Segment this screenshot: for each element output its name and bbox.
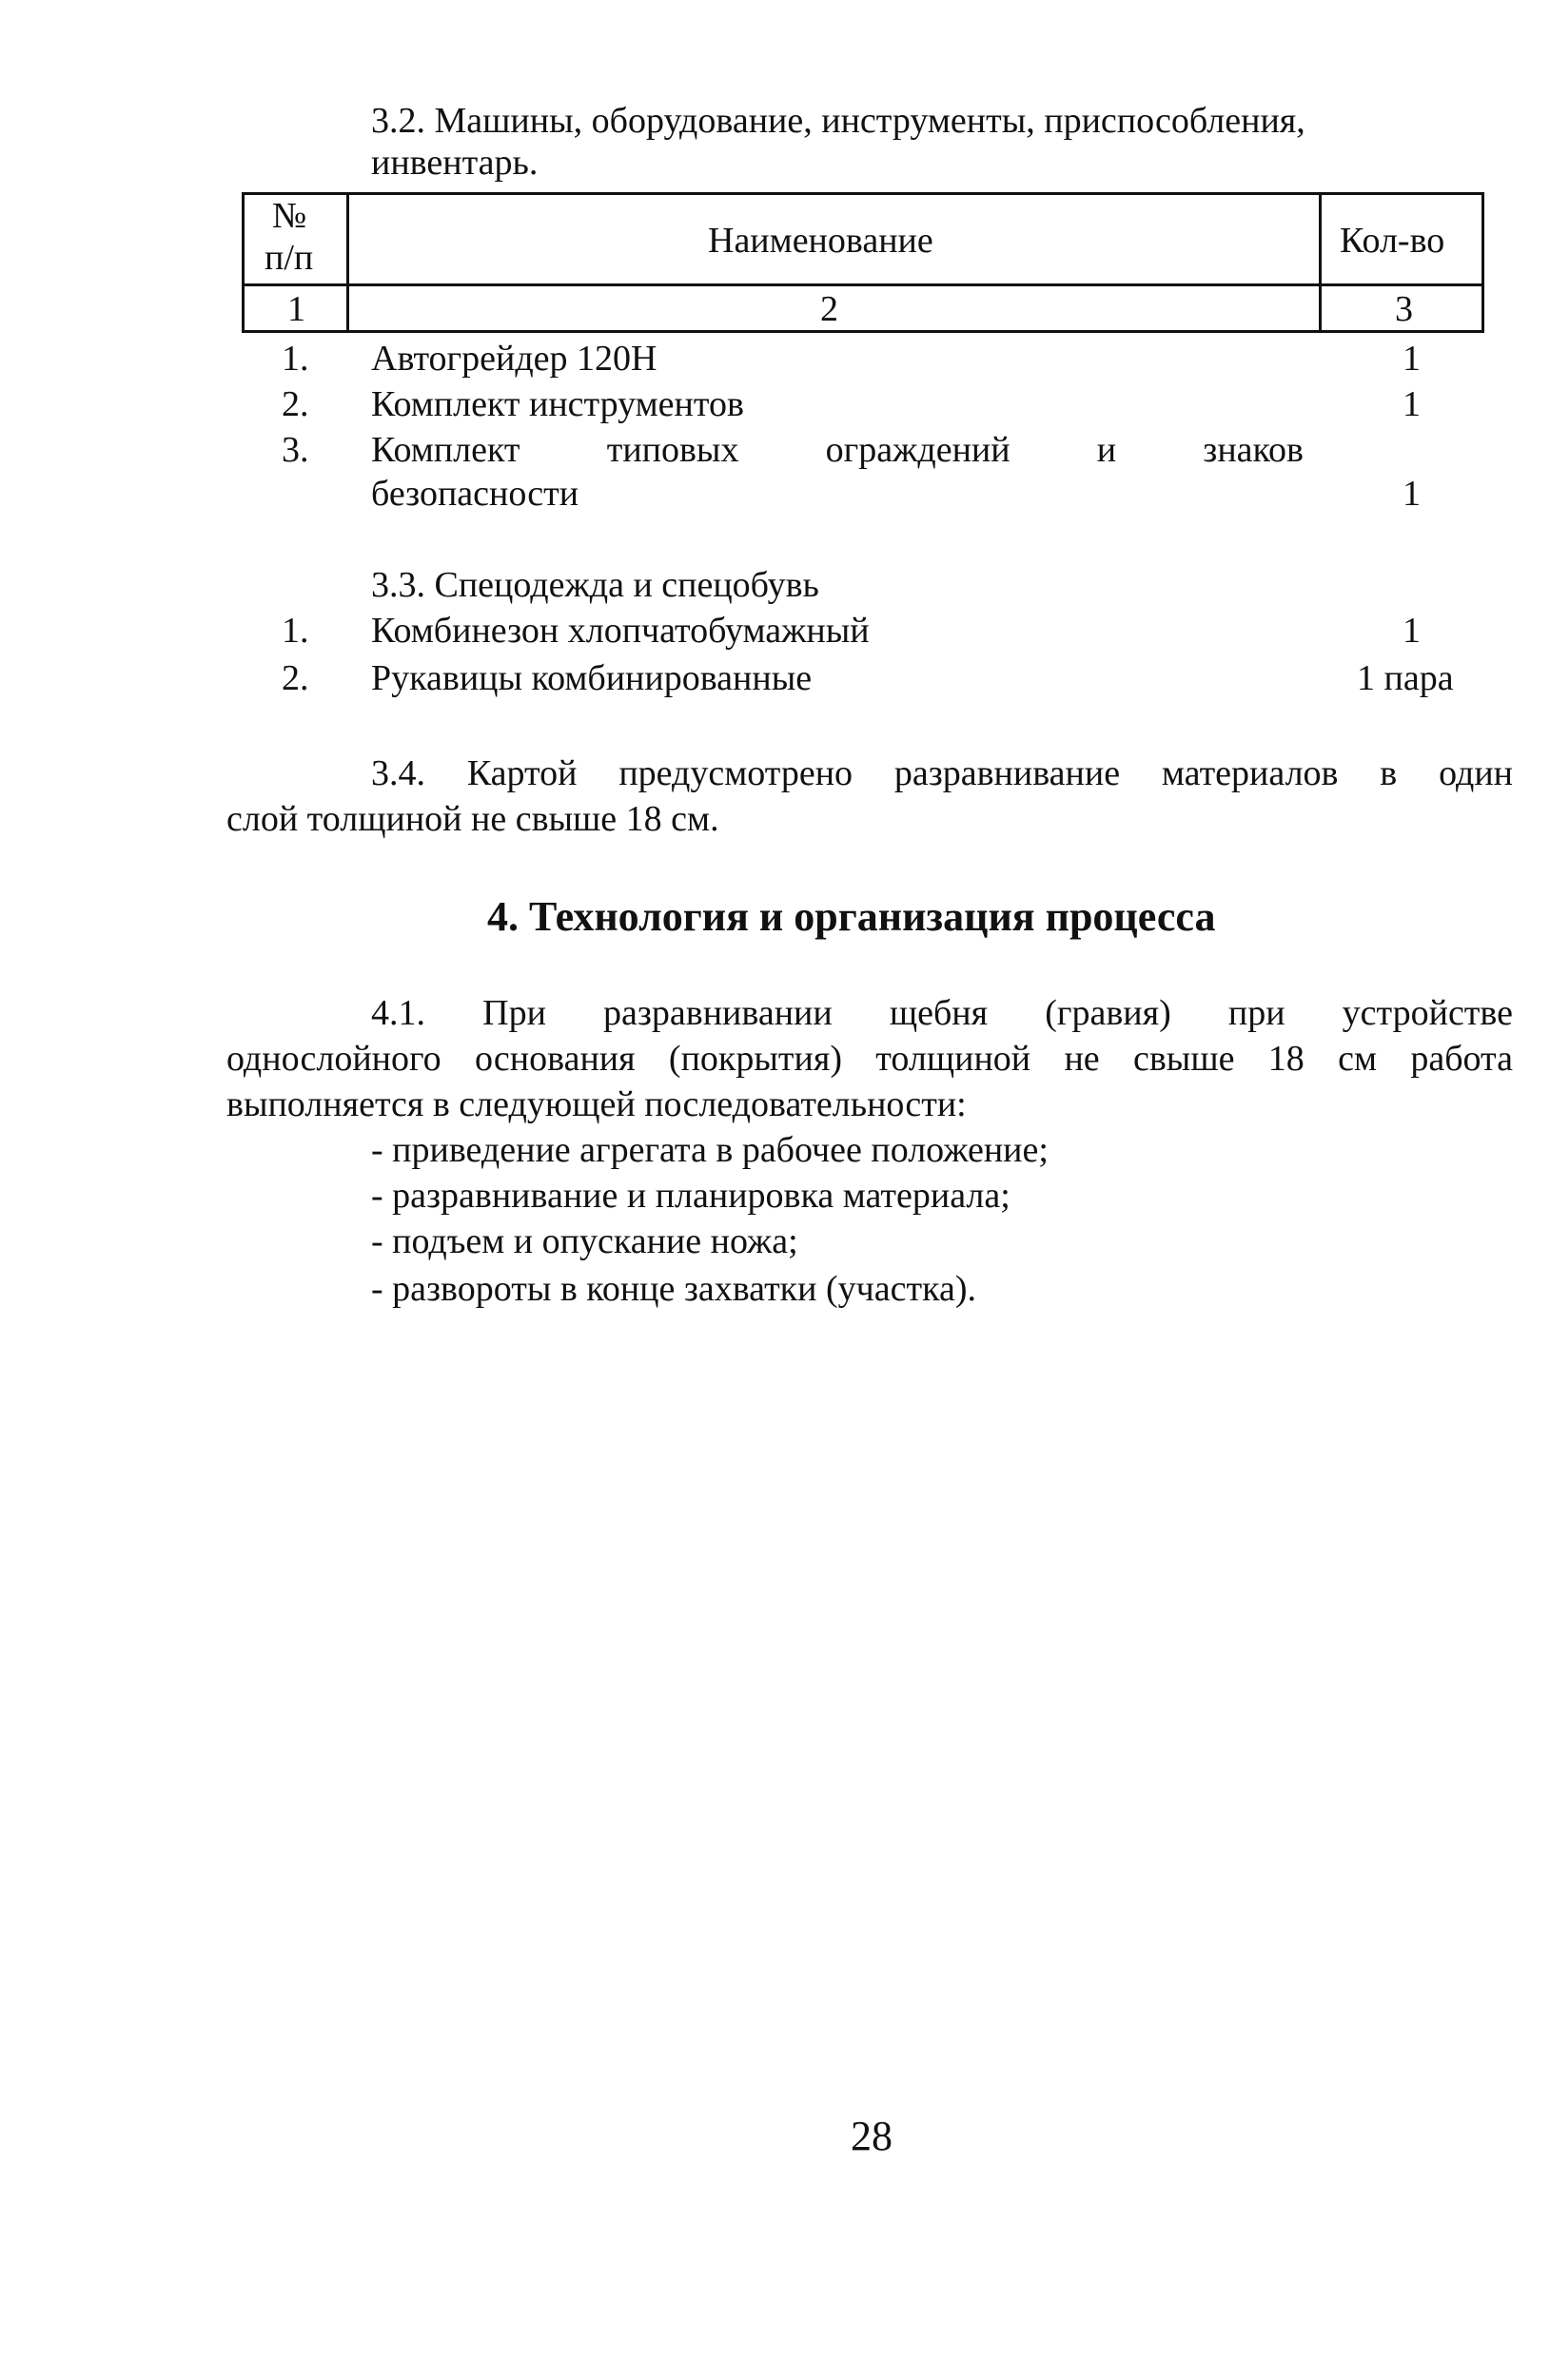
section-3-2-title-line2: инвентарь.	[371, 143, 539, 183]
list-item: - разравнивание и планировка материала;	[371, 1176, 1010, 1216]
column-number-2: 2	[820, 289, 838, 329]
section-4-1-line3: выполняется в следующей последовательности:	[226, 1084, 967, 1124]
list-item-qty: 1 пара	[1357, 658, 1454, 698]
list-item-qty: 1	[1403, 611, 1421, 651]
list-item-number: 1.	[282, 611, 309, 651]
table-divider-col1	[346, 192, 349, 333]
list-item-number: 2.	[282, 384, 309, 424]
section-3-3-title: 3.3. Спецодежда и спецобувь	[371, 565, 819, 605]
section-3-4-line2: слой толщиной не свыше 18 см.	[226, 799, 719, 839]
table-frame	[242, 192, 1484, 333]
list-item-number: 3.	[282, 430, 309, 470]
list-item-number: 2.	[282, 658, 309, 698]
table-divider-col2	[1319, 192, 1322, 333]
list-item-name: Комбинезон хлопчатобумажный	[371, 611, 870, 651]
list-item-name: Автогрейдер 120Н	[371, 339, 657, 379]
column-number-1: 1	[287, 289, 305, 329]
section-3-2-title-line1: 3.2. Машины, оборудование, инструменты, приспособления,	[371, 101, 1305, 141]
section-4-1-line1: 4.1. При разравнивании щебня (гравия) при устройстве	[371, 993, 1513, 1033]
section-4-heading: 4. Технология и организация процесса	[487, 893, 1216, 940]
list-item-name-line1: Комплект типовых ограждений и знаков	[371, 430, 1304, 470]
header-name: Наименование	[708, 221, 933, 261]
list-item: - развороты в конце захватки (участка).	[371, 1269, 976, 1309]
section-3-4-line1: 3.4. Картой предусмотрено разравнивание материалов в один	[371, 753, 1513, 793]
list-item-number: 1.	[282, 339, 309, 379]
list-item-qty: 1	[1403, 384, 1421, 424]
list-item-name: Комплект инструментов	[371, 384, 744, 424]
table-divider-horizontal	[242, 283, 1484, 286]
header-qty: Кол-во	[1340, 221, 1445, 261]
list-item-qty: 1	[1403, 474, 1421, 514]
column-number-3: 3	[1395, 289, 1413, 329]
header-num-line1: №	[272, 196, 307, 236]
list-item-name-line2: безопасности	[371, 474, 579, 514]
list-item: - приведение агрегата в рабочее положение;	[371, 1130, 1049, 1170]
list-item: - подъем и опускание ножа;	[371, 1221, 798, 1261]
page-number: 28	[851, 2113, 893, 2159]
list-item-name: Рукавицы комбинированные	[371, 658, 813, 698]
section-4-1-line2: однослойного основания (покрытия) толщиной не свыше 18 см работа	[226, 1039, 1513, 1079]
header-num-line2: п/п	[265, 238, 314, 278]
list-item-qty: 1	[1403, 339, 1421, 379]
